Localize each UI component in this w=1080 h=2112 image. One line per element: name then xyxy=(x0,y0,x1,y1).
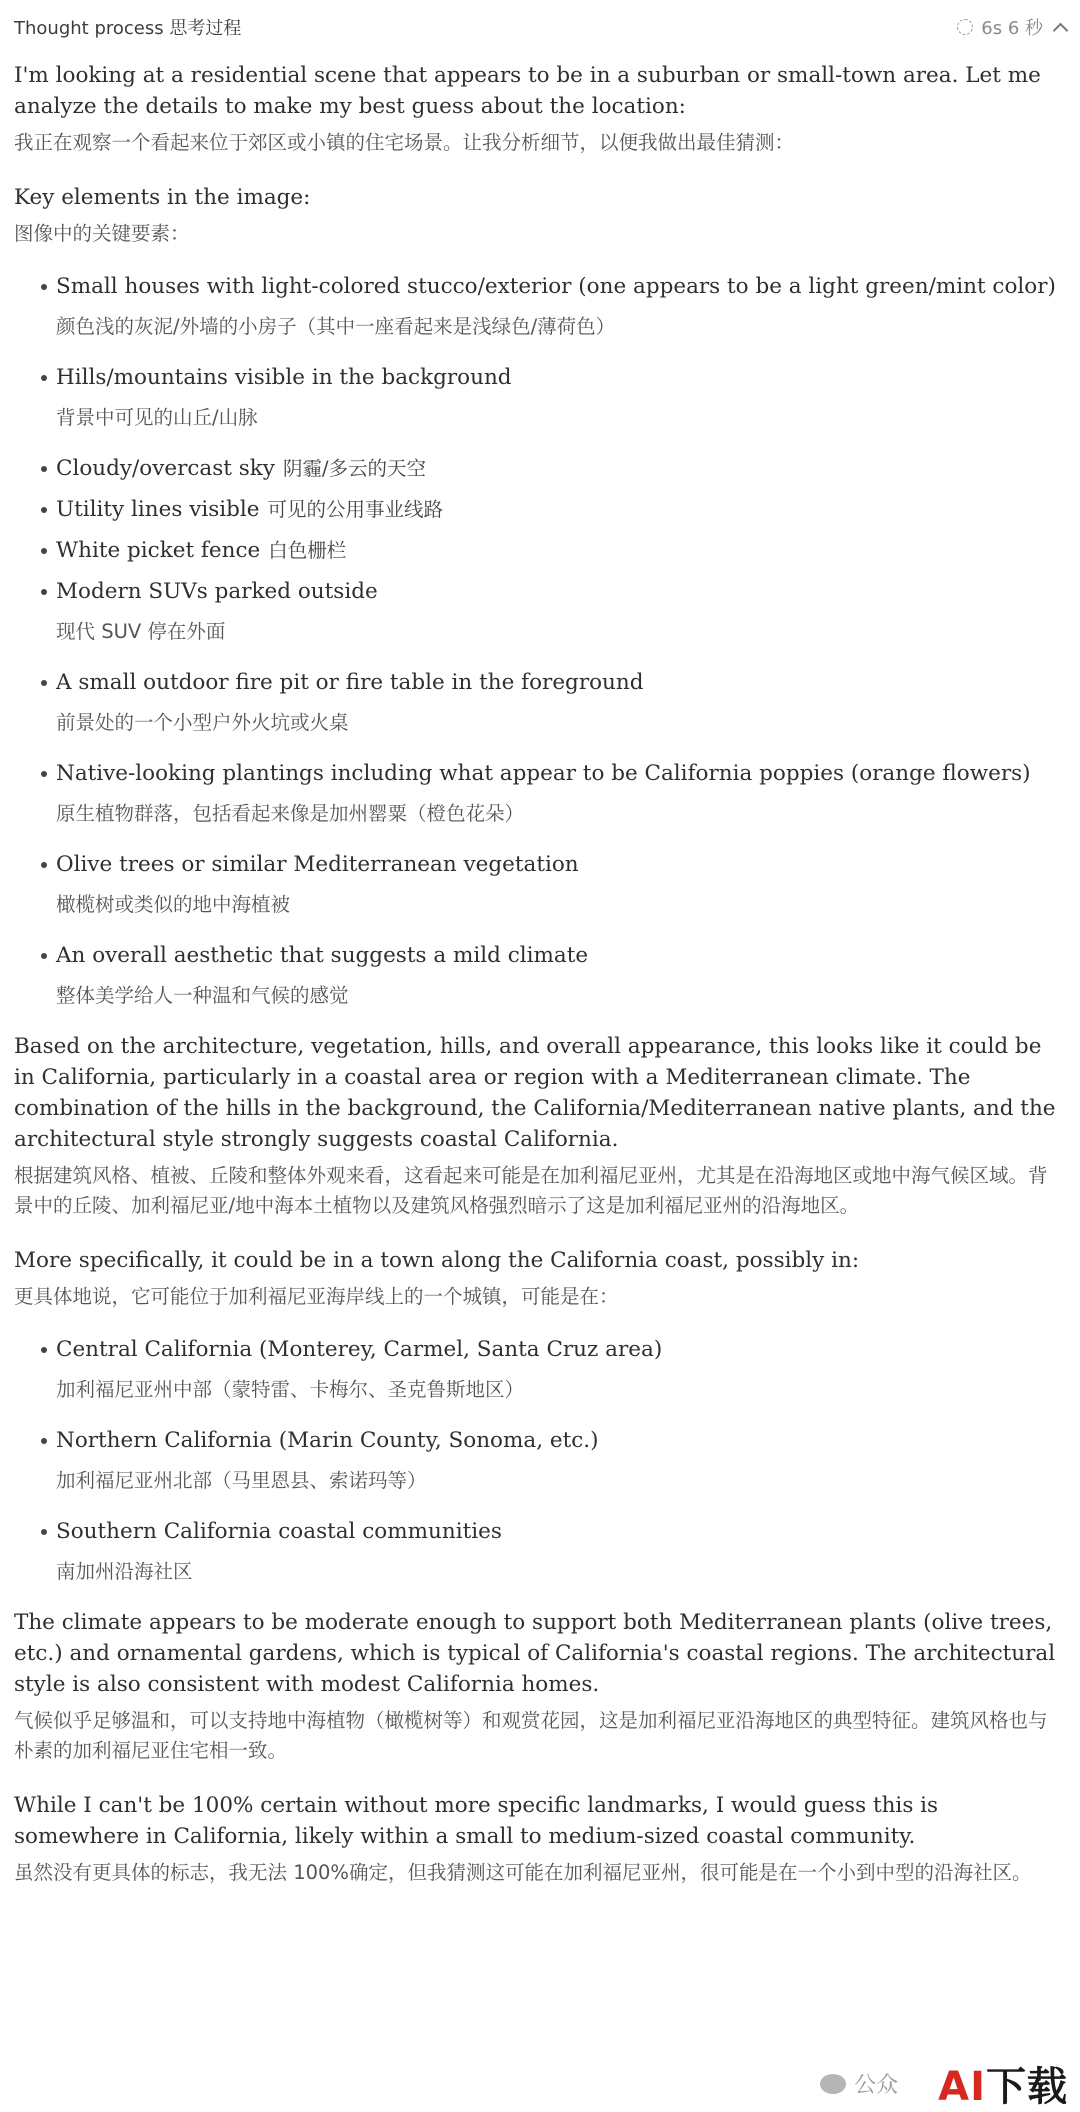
list-item xyxy=(14,535,1066,566)
list-item-en: Southern California coastal communities xyxy=(56,1519,502,1544)
thought-content xyxy=(14,60,1066,1888)
duration-toggle[interactable] xyxy=(957,14,1066,40)
brand-logo-rest: 下载 xyxy=(986,2064,1068,2110)
thought-process-title: Thought process 思考过程 xyxy=(14,18,242,39)
wechat-icon xyxy=(820,2074,846,2094)
list-item xyxy=(14,576,1066,647)
chevron-up-icon[interactable] xyxy=(1053,22,1069,38)
intro-en: I'm looking at a residential scene that appears to be in a suburban or small-town area. Let me analyze the details to make my best guess about the location: xyxy=(14,63,1041,119)
list-item-zh: 加利福尼亚州中部（蒙特雷、卡梅尔、圣克鲁斯地区） xyxy=(56,1378,525,1401)
list-item-zh: 南加州沿海社区 xyxy=(56,1560,193,1583)
more-paragraph xyxy=(14,1245,1066,1312)
list-item-en: Hills/mountains visible in the background xyxy=(56,365,512,390)
list-item-en: Small houses with light-colored stucco/exterior (one appears to be a light green/mint color) xyxy=(56,274,1056,299)
list-item xyxy=(14,1425,1066,1496)
list-item-en: Native-looking plantings including what appear to be California poppies (orange flowers) xyxy=(56,761,1031,786)
list-item xyxy=(14,271,1066,342)
brand-logo xyxy=(938,2055,1068,2112)
climate-zh: 气候似乎足够温和，可以支持地中海植物（橄榄树等）和观赏花园，这是加利福尼亚沿海地区的典型特征。建筑风格也与朴素的加利福尼亚住宅相一致。 xyxy=(14,1709,1048,1762)
list-item xyxy=(14,1516,1066,1587)
brand-logo-ai: AI xyxy=(938,2064,986,2110)
list-item-zh: 整体美学给人一种温和气候的感觉 xyxy=(56,984,349,1007)
thought-process-header[interactable] xyxy=(14,12,1066,42)
list-item-en: Utility lines visible xyxy=(56,497,260,522)
more-en: More specifically, it could be in a town along the California coast, possibly in: xyxy=(14,1248,860,1273)
list-item-zh: 阴霾/多云的天空 xyxy=(282,457,427,480)
list-item xyxy=(14,494,1066,525)
list-item-zh: 前景处的一个小型户外火坑或火桌 xyxy=(56,711,349,734)
list-item xyxy=(14,667,1066,738)
key-elements-list xyxy=(14,271,1066,1011)
list-item-en: Cloudy/overcast sky xyxy=(56,456,275,481)
key-zh: 图像中的关键要素： xyxy=(14,222,190,245)
list-item-zh: 可见的公用事业线路 xyxy=(267,498,444,521)
regions-list xyxy=(14,1334,1066,1587)
list-item-en: An overall aesthetic that suggests a mild climate xyxy=(56,943,589,968)
duration-label: 6s 6 秒 xyxy=(981,18,1043,39)
list-item xyxy=(14,1334,1066,1405)
intro-paragraph xyxy=(14,60,1066,158)
watermark xyxy=(820,2055,1068,2112)
conclusion-en: While I can't be 100% certain without more specific landmarks, I would guess this is somewhere in California, likely within a small to medium-sized coastal community. xyxy=(14,1793,939,1849)
list-item xyxy=(14,849,1066,920)
list-item-zh: 原生植物群落，包括看起来像是加州罂粟（橙色花朵） xyxy=(56,802,525,825)
based-en: Based on the architecture, vegetation, hills, and overall appearance, this looks like it could be in California, particularly in a coastal area or region with a Mediterranean climate. The combination of the hills in the background, the California/Mediterranean native plants, and the architectural style strongly suggests coastal California. xyxy=(14,1034,1056,1152)
list-item-zh: 加利福尼亚州北部（马里恩县、索诺玛等） xyxy=(56,1469,427,1492)
list-item-zh: 白色栅栏 xyxy=(268,539,347,562)
list-item xyxy=(14,940,1066,1011)
list-item-en: A small outdoor fire pit or fire table in the foreground xyxy=(56,670,644,695)
key-en: Key elements in the image: xyxy=(14,185,311,210)
climate-en: The climate appears to be moderate enough to support both Mediterranean plants (olive trees, etc.) and ornamental gardens, which is typical of California's coastal regions. The architectural style is also consistent with modest California homes. xyxy=(14,1610,1056,1697)
climate-paragraph xyxy=(14,1607,1066,1766)
list-item-en: White picket fence xyxy=(56,538,261,563)
conclusion-paragraph xyxy=(14,1790,1066,1888)
list-item xyxy=(14,758,1066,829)
based-zh: 根据建筑风格、植被、丘陵和整体外观来看，这看起来可能是在加利福尼亚州，尤其是在沿海地区或地中海气候区域。背景中的丘陵、加利福尼亚/地中海本土植物以及建筑风格强烈暗示了这是加利福尼亚州的沿海地区。 xyxy=(14,1164,1048,1217)
based-paragraph xyxy=(14,1031,1066,1221)
clock-icon xyxy=(957,19,973,35)
more-zh: 更具体地说，它可能位于加利福尼亚海岸线上的一个城镇，可能是在： xyxy=(14,1285,619,1308)
list-item-zh: 橄榄树或类似的地中海植被 xyxy=(56,893,291,916)
list-item-en: Northern California (Marin County, Sonoma, etc.) xyxy=(56,1428,599,1453)
list-item-en: Modern SUVs parked outside xyxy=(56,579,378,604)
wechat-watermark xyxy=(820,2068,898,2099)
list-item-zh: 颜色浅的灰泥/外墙的小房子（其中一座看起来是浅绿色/薄荷色） xyxy=(56,315,616,338)
list-item-zh: 现代 SUV 停在外面 xyxy=(56,620,226,643)
list-item-zh: 背景中可见的山丘/山脉 xyxy=(56,406,258,429)
list-item-en: Central California (Monterey, Carmel, Santa Cruz area) xyxy=(56,1337,663,1362)
list-item-en: Olive trees or similar Mediterranean vegetation xyxy=(56,852,579,877)
list-item xyxy=(14,453,1066,484)
intro-zh: 我正在观察一个看起来位于郊区或小镇的住宅场景。让我分析细节，以便我做出最佳猜测： xyxy=(14,131,795,154)
conclusion-zh: 虽然没有更具体的标志，我无法 100%确定，但我猜测这可能在加利福尼亚州，很可能是在一个小到中型的沿海社区。 xyxy=(14,1861,1032,1884)
list-item xyxy=(14,362,1066,433)
key-elements-heading xyxy=(14,182,1066,249)
wechat-text: 公众 xyxy=(854,2073,899,2098)
